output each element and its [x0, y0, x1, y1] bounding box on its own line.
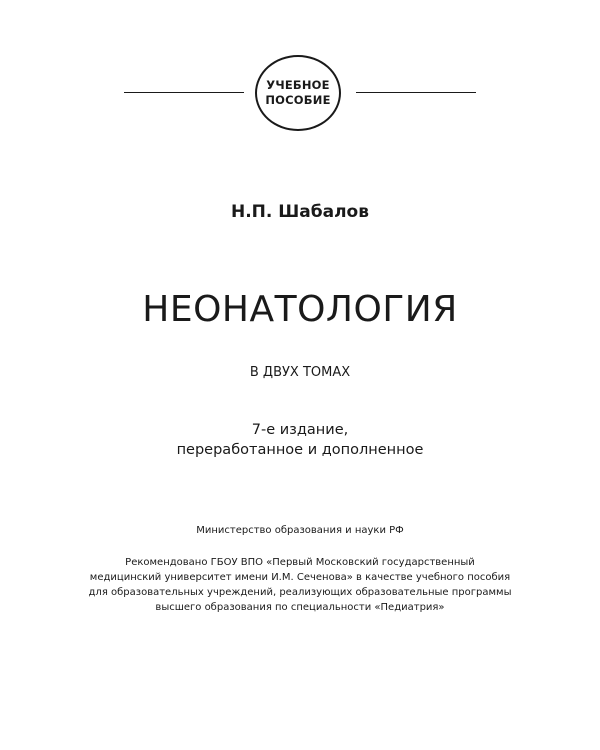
left-divider-line	[124, 92, 244, 93]
edition-line-1: 7-е издание,	[251, 422, 349, 438]
recommendation-line-2: медицинский университет имени И.М. Сеченова» в качестве учебного пособия	[89, 572, 511, 583]
recommendation-line-4: высшего образования по специальности «Педиатрия»	[155, 602, 445, 613]
textbook-badge	[255, 55, 341, 131]
book-title: НЕОНАТОЛОГИЯ	[142, 289, 458, 330]
right-divider-line	[356, 92, 476, 93]
volumes-subtitle: В ДВУХ ТОМАХ	[249, 365, 351, 380]
edition-line-2: переработанное и дополненное	[176, 442, 424, 458]
recommendation-line-3: для образовательных учреждений, реализующих образовательные программы	[88, 587, 512, 598]
recommendation-text	[0, 555, 600, 615]
edition-info	[0, 420, 600, 460]
ministry-text: Министерство образования и науки РФ	[196, 525, 404, 536]
badge-line-1: УЧЕБНОЕ	[266, 78, 330, 92]
author-name: Н.П. Шабалов	[231, 202, 369, 222]
recommendation-line-1: Рекомендовано ГБОУ ВПО «Первый Московский государственный	[125, 557, 475, 568]
badge-line-2: ПОСОБИЕ	[265, 93, 331, 107]
